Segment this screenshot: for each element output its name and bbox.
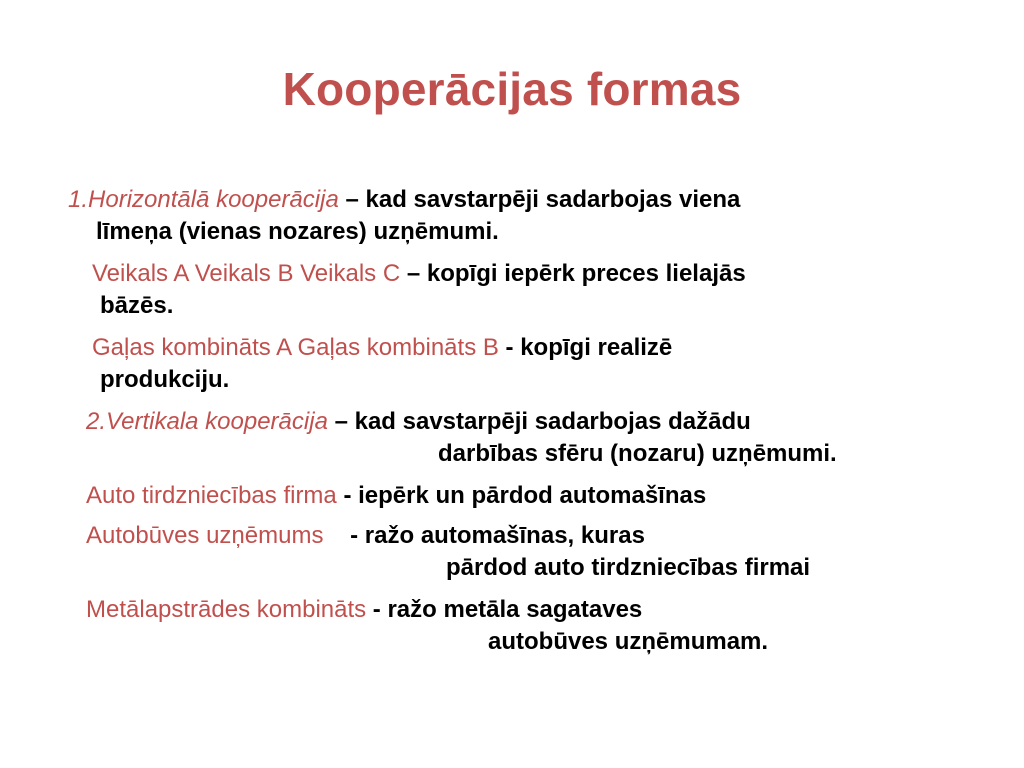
item-vertical-line2 [438, 438, 837, 470]
item-car-maker-line2 [446, 552, 810, 584]
term-vertical: 2.Vertikala kooperācija [86, 408, 328, 435]
slide-title: Kooperācijas formas [282, 63, 742, 115]
example-car-maker-desc: - ražo automašīnas, kuras [323, 522, 645, 549]
example-metal-plant: Metālapstrādes kombināts [86, 596, 367, 623]
item-shops-line1 [92, 258, 746, 290]
example-car-dealer: Auto tirdzniecības firma [86, 482, 337, 509]
item-horizontal-line1 [68, 184, 740, 216]
item-metal-line1 [86, 594, 642, 626]
definition-vertical-cont: darbības sfēru (nozaru) uzņēmumi. [438, 440, 837, 467]
item-car-dealer [86, 480, 706, 512]
example-shops-desc-cont: bāzēs. [100, 292, 174, 319]
item-horizontal-line2 [96, 216, 499, 248]
definition-horizontal-cont: līmeņa (vienas nozares) uzņēmumi. [96, 218, 499, 245]
item-metal-line2 [488, 626, 768, 658]
example-shops-desc: – kopīgi iepērk preces lielajās [400, 260, 746, 287]
example-meat-desc: - kopīgi realizē [498, 334, 673, 361]
example-shops: Veikals A Veikals B Veikals C [92, 260, 401, 287]
definition-vertical: – kad savstarpēji sadarbojas dažādu [327, 408, 751, 435]
item-car-maker-line1 [86, 520, 645, 552]
example-car-dealer-desc: - iepērk un pārdod automašīnas [336, 482, 707, 509]
example-car-maker-desc-cont: pārdod auto tirdzniecības firmai [446, 554, 811, 581]
example-meat-desc-cont: produkciju. [100, 366, 230, 393]
example-metal-desc: - ražo metāla sagataves [366, 596, 643, 623]
example-meat-plants: Gaļas kombināts A Gaļas kombināts B [92, 334, 499, 361]
item-shops-line2 [100, 290, 173, 322]
definition-horizontal: – kad savstarpēji sadarbojas viena [338, 186, 741, 213]
example-car-maker: Autobūves uzņēmums [86, 522, 324, 549]
term-horizontal: 1.Horizontālā kooperācija [68, 186, 339, 213]
item-vertical-line1 [86, 406, 751, 438]
example-metal-desc-cont: autobūves uzņēmumam. [488, 628, 769, 655]
item-meat-line1 [92, 332, 672, 364]
item-meat-line2 [100, 364, 229, 396]
